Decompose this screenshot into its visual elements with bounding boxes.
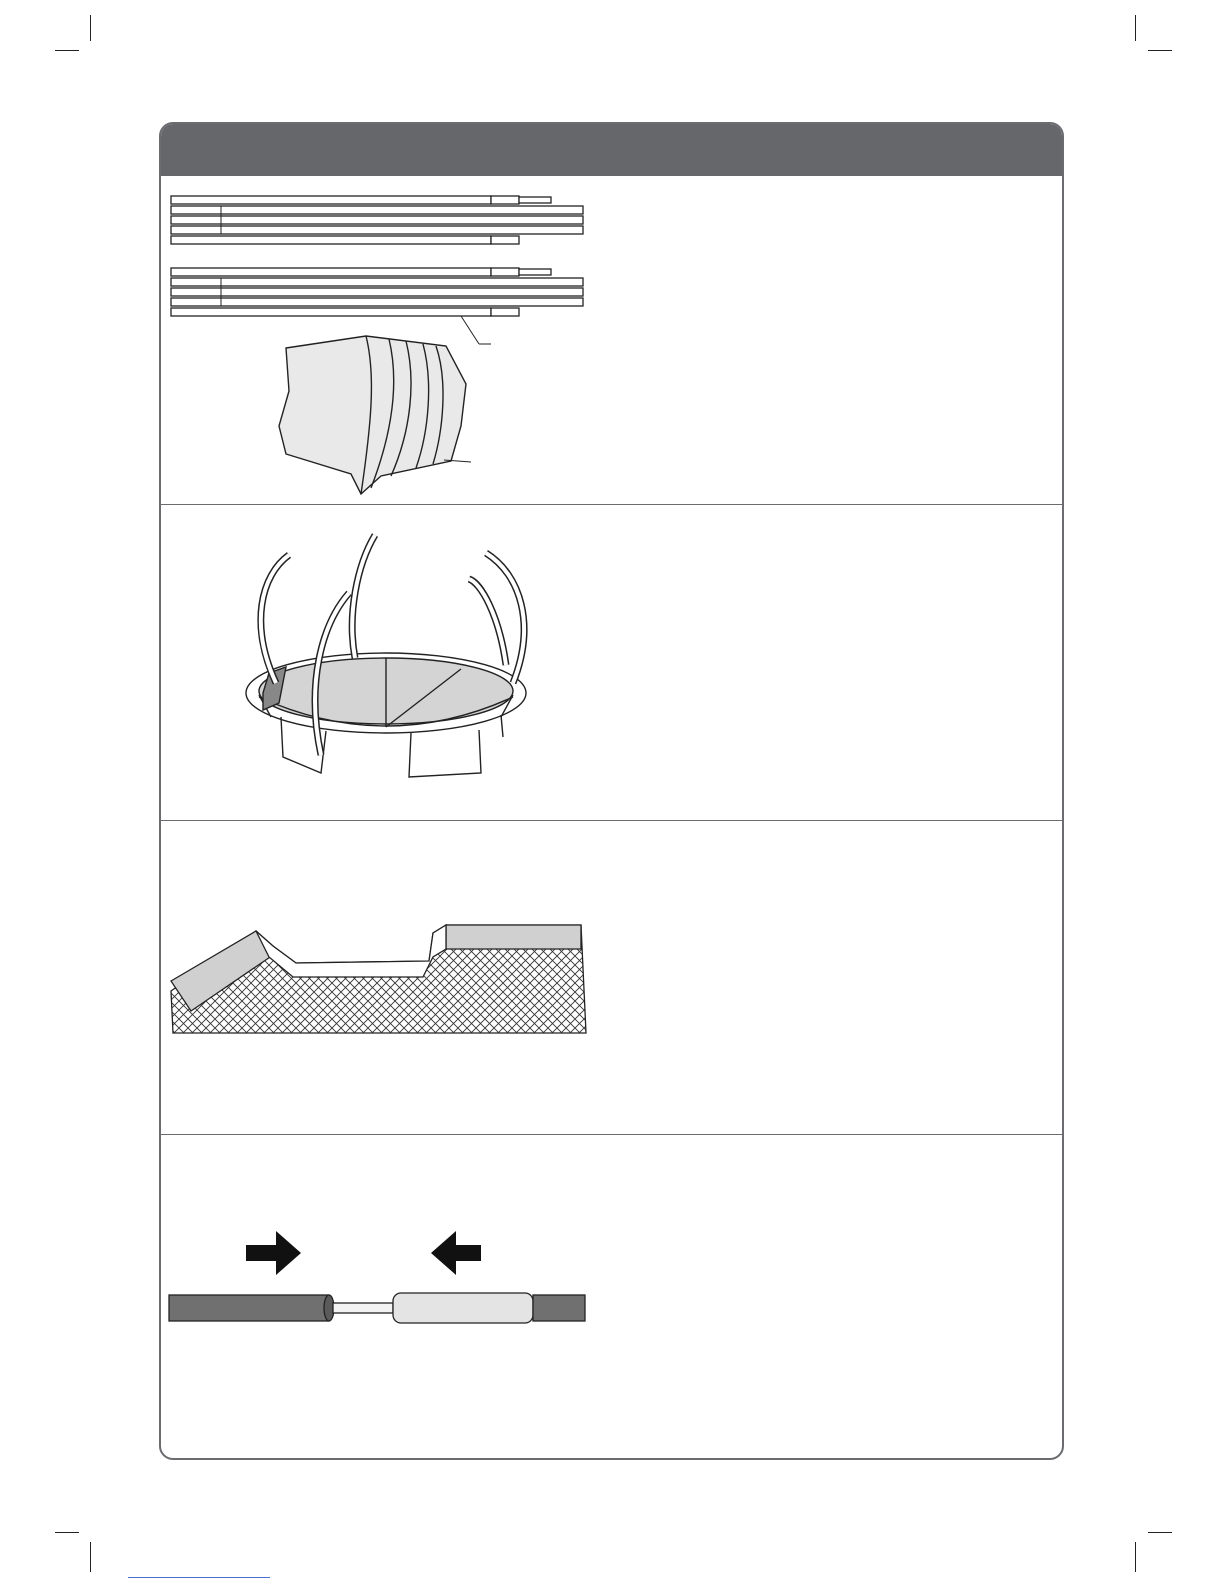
crop-mark: [55, 50, 79, 51]
step-text: [601, 176, 1062, 504]
crop-mark: [55, 1532, 79, 1533]
crop-mark: [1135, 1542, 1136, 1572]
crop-mark: [1148, 1532, 1172, 1533]
instruction-panel: [159, 122, 1064, 1460]
step-text: [601, 505, 1062, 820]
trampoline-with-poles-illustration: [161, 505, 601, 819]
crop-mark: [90, 1542, 91, 1572]
pole-joint-illustration: [161, 1135, 601, 1458]
footer-link-rule: [128, 1577, 270, 1578]
crop-mark: [90, 15, 91, 41]
step-row-pole-connection: [161, 1135, 1062, 1460]
net-sleeve-illustration: [161, 821, 601, 1133]
crop-mark: [1135, 15, 1136, 41]
crop-mark: [1148, 50, 1172, 51]
poles-and-net-illustration: [161, 176, 601, 503]
arrow-right-icon: [246, 1231, 301, 1275]
panel-header: [161, 124, 1062, 176]
step-row-net-sleeve: [161, 821, 1062, 1135]
step-row-parts: [161, 176, 1062, 505]
step-text: [601, 1135, 1062, 1460]
step-text: [601, 821, 1062, 1134]
step-row-poles-on-frame: [161, 505, 1062, 821]
arrow-left-icon: [431, 1231, 481, 1275]
